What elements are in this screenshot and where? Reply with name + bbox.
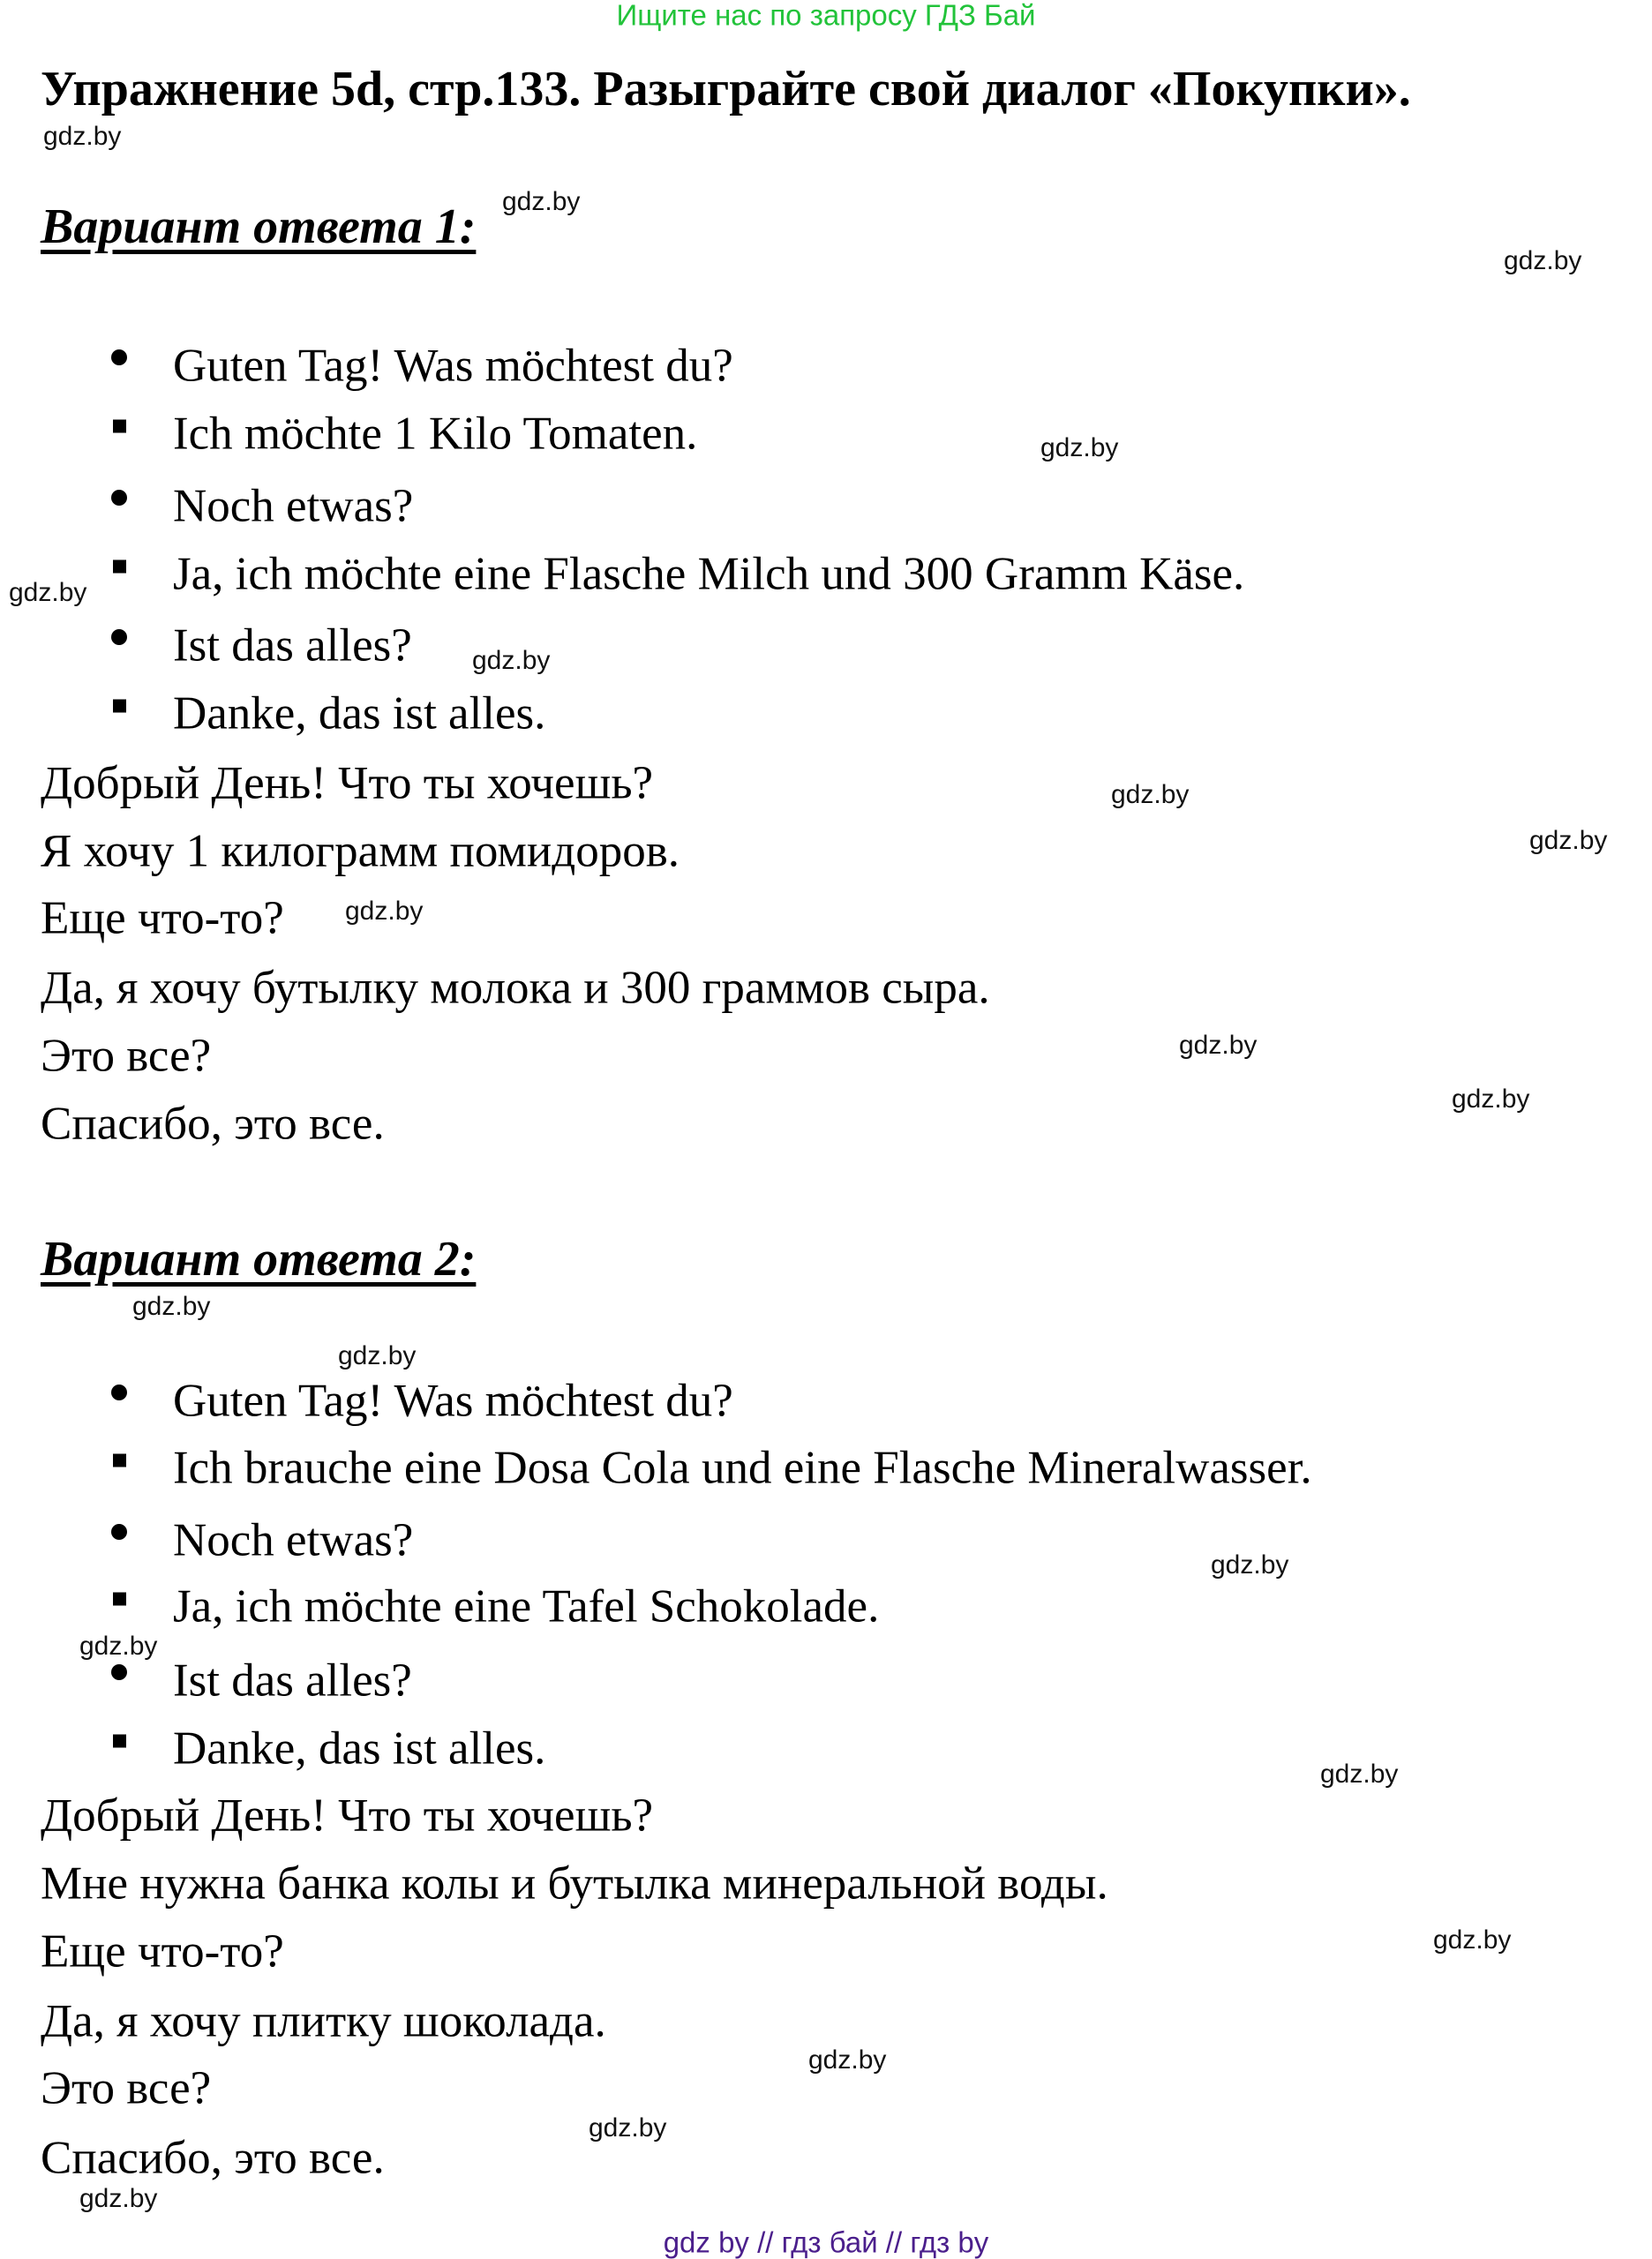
watermark: gdz.by xyxy=(1320,1760,1399,1789)
dialog-text: Ist das alles? xyxy=(173,619,412,672)
watermark: gdz.by xyxy=(472,646,551,675)
watermark: gdz.by xyxy=(1179,1031,1258,1060)
translation-line: Еще что-то? xyxy=(41,892,284,944)
dialog-text: Guten Tag! Was möchtest du? xyxy=(173,340,733,392)
translation-line: Спасибо, это все. xyxy=(41,2132,385,2184)
footer-links[interactable]: gdz by // гдз бай // гдз by xyxy=(663,2225,989,2259)
watermark: gdz.by xyxy=(345,897,424,926)
dialog-text: Noch etwas? xyxy=(173,1514,414,1566)
watermark: gdz.by xyxy=(1211,1550,1289,1580)
translation-line: Я хочу 1 килограмм помидоров. xyxy=(41,825,680,877)
watermark: gdz.by xyxy=(1111,780,1190,809)
translation-line: Мне нужна банка колы и бутылка минеральной воды. xyxy=(41,1857,1108,1910)
bullet-icon xyxy=(111,490,127,506)
watermark: gdz.by xyxy=(9,578,87,607)
watermark: gdz.by xyxy=(79,1632,158,1661)
watermark: gdz.by xyxy=(589,2113,667,2143)
dialog-text: Guten Tag! Was möchtest du? xyxy=(173,1375,733,1427)
bullet-icon xyxy=(111,1524,127,1540)
page-title: Упражнение 5d, стр.133. Разыграйте свой диалог «Покупки». xyxy=(41,62,1411,116)
square-bullet-icon xyxy=(113,1735,126,1748)
watermark: gdz.by xyxy=(43,122,122,151)
translation-line: Еще что-то? xyxy=(41,1925,284,1978)
bullet-icon xyxy=(111,349,127,365)
bullet-icon xyxy=(111,629,127,645)
watermark: gdz.by xyxy=(79,2184,158,2213)
translation-line: Спасибо, это все. xyxy=(41,1098,385,1150)
translation-line: Добрый День! Что ты хочешь? xyxy=(41,1790,654,1842)
bullet-icon xyxy=(111,1385,127,1400)
square-bullet-icon xyxy=(113,1454,126,1467)
dialog-text: Ich möchte 1 Kilo Tomaten. xyxy=(173,408,698,460)
square-bullet-icon xyxy=(113,700,126,713)
variant-2-heading: Вариант ответа 2: xyxy=(41,1232,477,1287)
watermark: gdz.by xyxy=(1433,1925,1512,1955)
variant-1-heading: Вариант ответа 1: xyxy=(41,199,477,254)
translation-line: Да, я хочу бутылку молока и 300 граммов сыра. xyxy=(41,962,990,1014)
watermark: gdz.by xyxy=(338,1341,417,1370)
search-hint-link[interactable]: Ищите нас по запросу ГДЗ Бай xyxy=(616,0,1036,32)
watermark: gdz.by xyxy=(808,2045,887,2075)
dialog-text: Danke, das ist alles. xyxy=(173,687,546,739)
dialog-text: Ja, ich möchte eine Flasche Milch und 300 Gramm Käse. xyxy=(173,548,1245,600)
dialog-text: Noch etwas? xyxy=(173,480,414,532)
translation-line: Да, я хочу плитку шоколада. xyxy=(41,1995,606,2047)
watermark: gdz.by xyxy=(1504,246,1582,275)
dialog-text: Ja, ich möchte eine Tafel Schokolade. xyxy=(173,1580,880,1632)
watermark: gdz.by xyxy=(1529,826,1608,855)
watermark: gdz.by xyxy=(132,1292,211,1321)
watermark: gdz.by xyxy=(502,187,581,216)
square-bullet-icon xyxy=(113,560,126,574)
translation-line: Добрый День! Что ты хочешь? xyxy=(41,757,654,809)
translation-line: Это все? xyxy=(41,1030,212,1082)
watermark: gdz.by xyxy=(1040,433,1119,462)
square-bullet-icon xyxy=(113,1593,126,1606)
bullet-icon xyxy=(111,1664,127,1680)
watermark: gdz.by xyxy=(1452,1084,1530,1114)
dialog-text: Danke, das ist alles. xyxy=(173,1722,546,1775)
dialog-text: Ist das alles? xyxy=(173,1655,412,1707)
square-bullet-icon xyxy=(113,420,126,433)
translation-line: Это все? xyxy=(41,2062,212,2114)
dialog-text: Ich brauche eine Dosa Cola und eine Flasche Mineralwasser. xyxy=(173,1442,1312,1494)
